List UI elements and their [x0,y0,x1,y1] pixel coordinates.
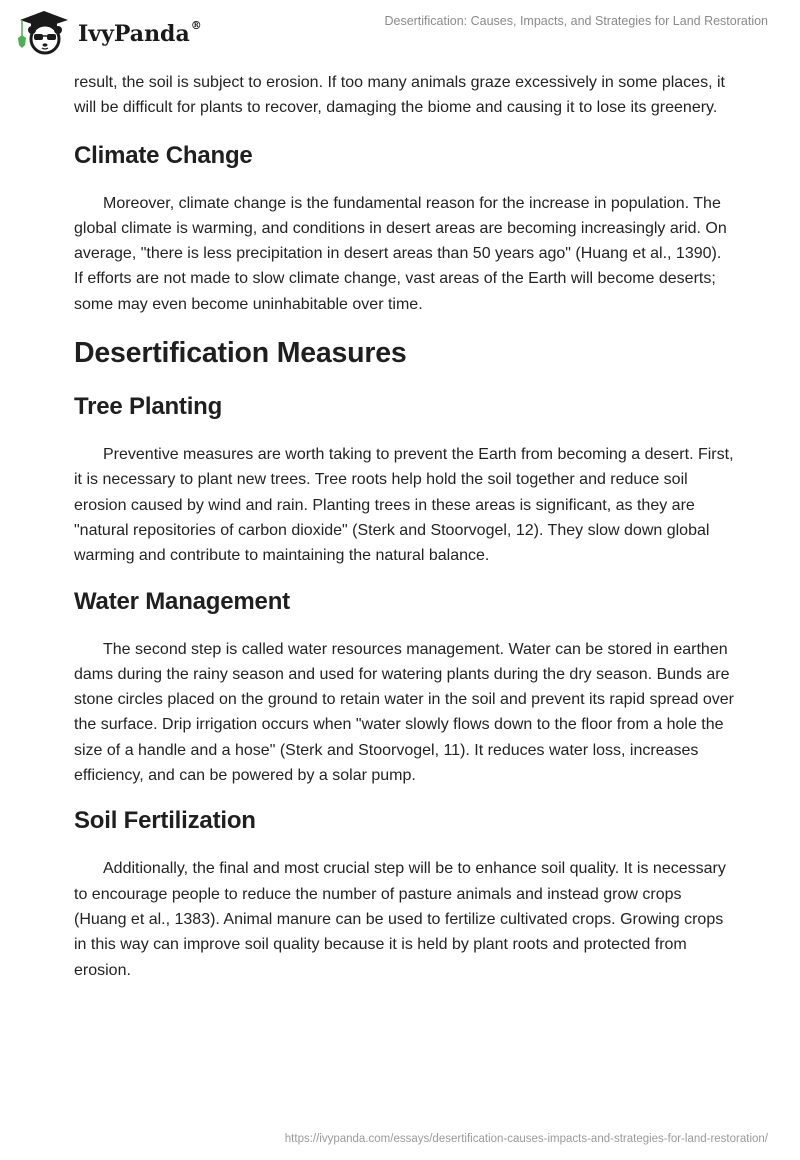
paragraph-climate-change: Moreover, climate change is the fundamental reason for the increase in population. The global climate is warming, and conditions in desert areas are becoming increasingly arid. On average, "there is less precipitation in desert areas than 50 years ago" (Huang et al., 1390). If efforts are not made to slow climate change, vast areas of the Earth will become deserts; some may even become uninhabitable over time. [74,194,727,313]
essay-content [74,70,734,983]
heading-water-management: Water Management [74,587,290,615]
heading-tree-planting: Tree Planting [74,393,223,421]
heading-climate-change: Climate Change [74,141,253,169]
intro-continuation-paragraph: result, the soil is subject to erosion. If too many animals graze excessively in some places, it will be difficult for plants to recover, damaging the biome and causing it to lose its greenery. [74,74,725,117]
paragraph-water-management: The second step is called water resources management. Water can be stored in earthen dams during the rainy season and used for watering plants during the dry season. Bunds are stone circles placed on the ground to retain water in the soil and prevent its rapid spread over the surface. Drip irrigation occurs when "water slowly flows down to the floor from a hole the size of a handle and a hose" (Sterk and Stoorvogel, 11). It reduces water loss, increases efficiency, and can be powered by a solar pump. [74,640,734,785]
brand-name: IvyPanda® [78,19,202,47]
source-url-link[interactable]: https://ivypanda.com/essays/desertification-causes-impacts-and-strategies-for-land-restoration/ [284,1133,768,1145]
heading-soil-fertilization: Soil Fertilization [74,807,256,835]
document-title: Desertification: Causes, Impacts, and Strategies for Land Restoration [384,14,768,28]
heading-desertification-measures: Desertification Measures [74,337,407,370]
ivypanda-logo[interactable] [14,8,202,56]
paragraph-soil-fertilization: Additionally, the final and most crucial step will be to enhance soil quality. It is necessary to encourage people to reduce the number of pasture animals and instead grow crops (Huang et al., 1383). Animal manure can be used to fertilize cultivated crops. Growing crops in this way can improve soil quality because it is held by plant roots and protected from erosion. [74,860,726,979]
registered-mark: ® [190,19,202,32]
page-header [0,0,800,60]
panda-graduate-icon [14,8,72,56]
paragraph-tree-planting: Preventive measures are worth taking to prevent the Earth from becoming a desert. First, it is necessary to plant new trees. Tree roots help hold the soil together and reduce soil erosion caused by wind and rain. Planting trees in these areas is significant, as they are "natural repositories of carbon dioxide" (Sterk and Stoorvogel, 12). They slow down global warming and contribute to maintaining the natural balance. [74,446,734,565]
